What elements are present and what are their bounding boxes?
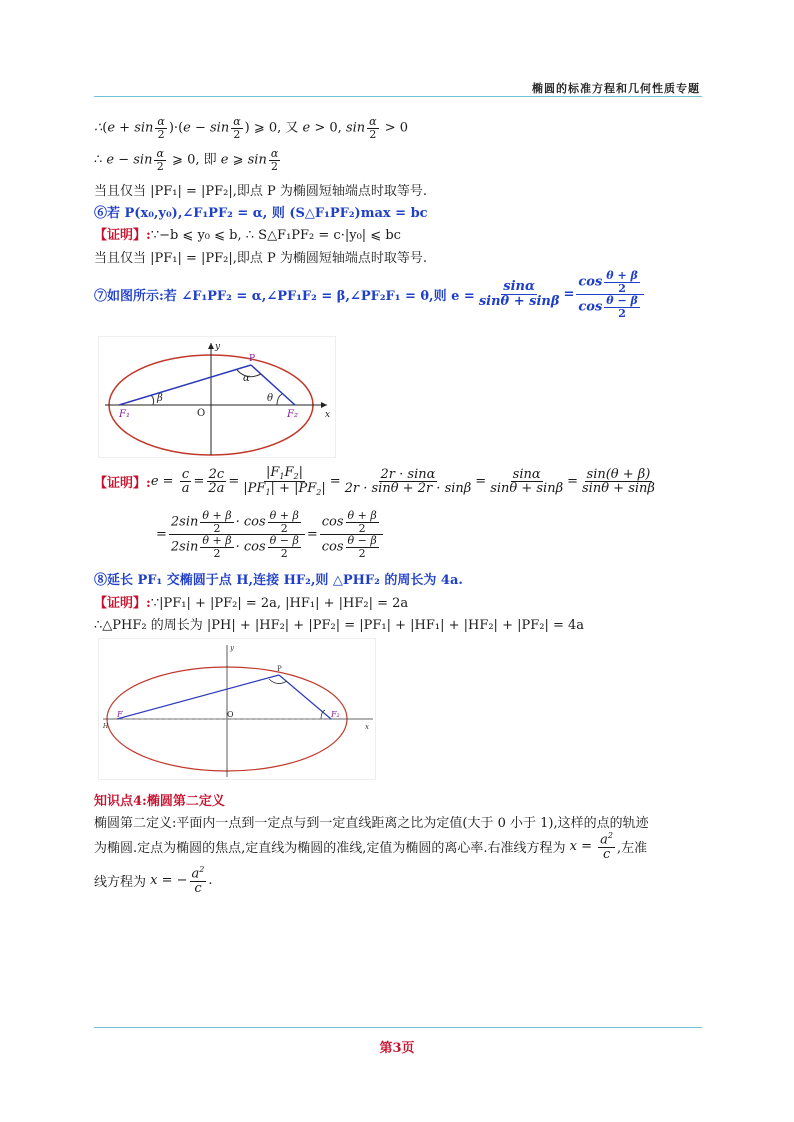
x-axis-label: x (325, 410, 331, 420)
footer-rule (94, 1027, 702, 1028)
equality-condition-1: 当且仅当 |PF₁| = |PF₂|,即点 P 为椭圆短轴端点时取等号. (94, 184, 428, 199)
property-6-title: ⑥若 P(x₀,y₀),∠F₁PF₂ = α, 则 (S△F₁PF₂)max = bc (94, 206, 428, 221)
knowledge-point-4-body-2: 为椭圆.定点为椭圆的焦点,定直线为椭圆的准线,定值为椭圆的离心率.右准线方程为 x = $\frac{a^2}{c}$ ,左准 (94, 831, 648, 862)
proof-text: ∵|PF₁| + |PF₂| = 2a, |HF₁| + |HF₂| = 2a (150, 596, 409, 611)
beta-label: β (157, 393, 163, 404)
header-rule (94, 96, 702, 97)
page-header-title: 椭圆的标准方程和几何性质专题 (532, 82, 700, 95)
knowledge-point-4-body-3: 线方程为 x = − $\frac{a^2}{c}$ . (94, 865, 213, 896)
property-8-result: ∴△PHF₂ 的周长为 |PH| + |HF₂| + |PF₂| = |PF₁| + |HF₁| + |HF₂| + |PF₂| = 4a (94, 618, 585, 633)
property-7-proof-line-2: = 2sin $\frac{\theta + \beta}{2}$ · cos $\frac{\theta + \beta}{2}$ 2sin $\frac{\theta + \beta}{2}$ · cos $\frac{\theta - \beta}{2}$ = cos $\frac{\theta + \beta}{2}$ cos $\frac{\theta - \beta}{2}$ (156, 510, 385, 559)
body-text-tail: ,左准 (617, 841, 648, 857)
knowledge-point-4-body-1: 椭圆第二定义:平面内一点到一定点与到一定直线距离之比为定值(大于 0 小于 1),这样的点的轨迹 (94, 816, 649, 831)
knowledge-point-4-title: 知识点4:椭圆第二定义 (94, 794, 225, 809)
property-7-proof-line-1: 【证明】: e = $\frac{c}{a}$ = $\frac{2c}{2a}$ = $\frac{|F_1F_2|}{|PF_1| + |PF_2|}$ = $\frac{2r \cdot \sin\alpha}{2r \cdot \sin\theta + 2r \cdot \sin\beta}$ = $\frac{\sin\alpha}{\sin\theta + \sin\beta}$ = $\frac{\sin(\theta + \beta)}{\sin\theta + \sin\beta}$ (94, 465, 655, 498)
x-axis-label: x (365, 723, 369, 731)
property-7-title: ⑦如图所示:若 ∠F₁PF₂ = α,∠PF₁F₂ = β,∠PF₂F₁ = θ,则 e = $\frac{\sin\alpha}{\sin\theta + \sin\beta}$ = cos $\frac{\theta + \beta}{2}$ cos $\frac{\theta - \beta}{2}$ (94, 270, 646, 319)
alpha-label: α (243, 373, 250, 384)
property-8-title: ⑧延长 PF₁ 交椭圆于点 H,连接 HF₂,则 △PHF₂ 的周长为 4a. (94, 573, 463, 588)
equality-condition-2: 当且仅当 |PF₁| = |PF₂|,即点 P 为椭圆短轴端点时取等号. (94, 251, 428, 266)
proof-tag: 【证明】: (94, 228, 151, 243)
point-P-label: P (249, 354, 256, 364)
y-axis-label: y (215, 342, 221, 352)
y-axis-label: y (230, 644, 234, 652)
page-number: 第3页 (379, 1041, 415, 1056)
focus-F2-label: F₂ (331, 710, 340, 719)
focus-F1-label: F (117, 710, 123, 719)
body-text: 线方程为 (94, 875, 147, 891)
point-H-label: H (103, 723, 109, 730)
body-text: 为椭圆.定点为椭圆的焦点,定直线为椭圆的准线,定值为椭圆的离心率.右准线方程为 (94, 841, 566, 857)
focus-F2-label: F₂ (287, 409, 298, 420)
proof-tag: 【证明】: (94, 596, 151, 611)
proof-tag: 【证明】: (94, 476, 151, 492)
focus-F1-label: F₁ (119, 409, 130, 420)
origin-label: O (227, 710, 234, 719)
proof-text: ∵−b ⩽ y₀ ⩽ b, ∴ S△F₁PF₂ = c·|y₀| ⩽ bc (150, 228, 401, 243)
origin-label: O (197, 408, 206, 419)
ellipse-figure-2 (98, 638, 376, 780)
derivation-line-2: ∴ e − sin $\frac{\alpha}{2}$ ⩾ 0, 即 e ⩾ sin $\frac{\alpha}{2}$ (94, 147, 279, 173)
derivation-line-1: ∴(e + sin $\frac{\alpha}{2}$ )·(e − sin $\frac{\alpha}{2}$ ) ⩾ 0, 又 e > 0, sin $\frac{\alpha}{2}$ > 0 (94, 115, 409, 141)
ellipse-figure-1 (98, 336, 336, 458)
property-6-proof (94, 224, 401, 243)
theta-label: θ (267, 393, 274, 404)
property-7-text: ⑦如图所示:若 ∠F₁PF₂ = α,∠PF₁F₂ = β,∠PF₂F₁ = θ,则 e = (94, 289, 475, 305)
property-8-proof (94, 592, 408, 611)
point-P-label: P (277, 665, 282, 673)
